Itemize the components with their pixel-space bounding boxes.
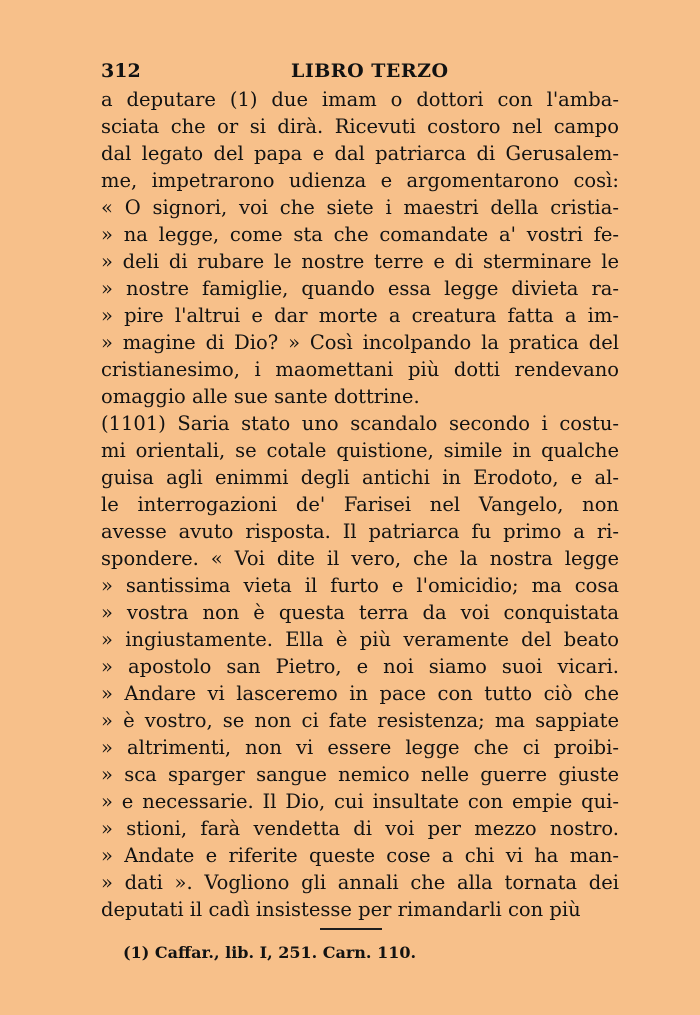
text-line: » è vostro, se non ci fate resistenza; ma sappiate bbox=[101, 709, 619, 732]
text-line: guisa agli enimmi degli antichi in Erodoto, e al- bbox=[101, 466, 619, 489]
text-line: » apostolo san Pietro, e noi siamo suoi vicari. bbox=[101, 655, 619, 678]
text-line: mi orientali, se cotale quistione, simile in qualche bbox=[101, 439, 619, 462]
text-line: a deputare (1) due imam o dottori con l'amba- bbox=[101, 88, 619, 111]
page-number: 312 bbox=[101, 60, 141, 82]
text-line: » altrimenti, non vi essere legge che ci proibi- bbox=[101, 736, 619, 759]
text-line: » na legge, come sta che comandate a' vostri fe- bbox=[101, 223, 619, 246]
text-line: » e necessarie. Il Dio, cui insultate con empie qui- bbox=[101, 790, 619, 813]
text-line: deputati il cadì insistesse per rimandarli con più bbox=[101, 898, 581, 921]
text-line: » deli di rubare le nostre terre e di sterminare le bbox=[101, 250, 619, 273]
text-line: (1101) Saria stato uno scandalo secondo i costu- bbox=[101, 412, 619, 435]
text-line: avesse avuto risposta. Il patriarca fu primo a ri- bbox=[101, 520, 619, 543]
text-line: sciata che or si dirà. Ricevuti costoro nel campo bbox=[101, 115, 619, 138]
text-line: me, impetrarono udienza e argomentarono così: bbox=[101, 169, 619, 192]
footnote-divider bbox=[320, 928, 382, 930]
text-line: » stioni, farà vendetta di voi per mezzo nostro. bbox=[101, 817, 619, 840]
text-line: » dati ». Vogliono gli annali che alla tornata dei bbox=[101, 871, 619, 894]
text-line: » sca sparger sangue nemico nelle guerre giuste bbox=[101, 763, 619, 786]
text-line: le interrogazioni de' Farisei nel Vangelo, non bbox=[101, 493, 619, 516]
text-line: « O signori, voi che siete i maestri della cristia- bbox=[101, 196, 619, 219]
text-line: dal legato del papa e dal patriarca di Gerusalem- bbox=[101, 142, 619, 165]
text-line: » ingiustamente. Ella è più veramente del beato bbox=[101, 628, 619, 651]
text-line: omaggio alle sue sante dottrine. bbox=[101, 385, 420, 408]
text-line: cristianesimo, i maomettani più dotti rendevano bbox=[101, 358, 619, 381]
text-line: » santissima vieta il furto e l'omicidio; ma cosa bbox=[101, 574, 619, 597]
footnote: (1) Caffar., lib. I, 251. Carn. 110. bbox=[123, 943, 417, 962]
body-text bbox=[101, 86, 619, 923]
text-line: » Andate e riferite queste cose a chi vi ha man- bbox=[101, 844, 619, 867]
text-line: » magine di Dio? » Così incolpando la pratica del bbox=[101, 331, 619, 354]
text-line: » Andare vi lasceremo in pace con tutto ciò che bbox=[101, 682, 619, 705]
text-line: » vostra non è questa terra da voi conquistata bbox=[101, 601, 619, 624]
text-line: spondere. « Voi dite il vero, che la nostra legge bbox=[101, 547, 619, 570]
text-line: » nostre famiglie, quando essa legge divieta ra- bbox=[101, 277, 619, 300]
text-line: » pire l'altrui e dar morte a creatura fatta a im- bbox=[101, 304, 619, 327]
running-title: LIBRO TERZO bbox=[291, 60, 449, 82]
